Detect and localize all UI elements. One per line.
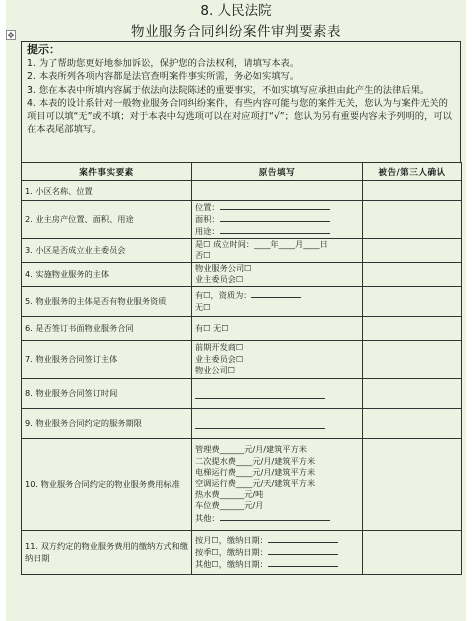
row-label: 6. 是否签订书面物业服务合同	[22, 316, 192, 340]
document-page	[6, 0, 466, 621]
tip-line-4: 4. 本表的设计系针对一般物业服务合同纠纷案件，有些内容可能与您的案件无关，您认为与案件无关的项目可以填“无”或不填；对于本表中勾选项可以在对应项打“√”；您认为另有重要内容未予列明的，可以在本表尾部填写。	[27, 97, 452, 136]
row-label: 2. 业主房产位置、面积、用途	[22, 201, 192, 239]
option-yes-with-date[interactable]: 是☐ 成立时间：____年____月____日	[195, 238, 328, 249]
fee-elevator[interactable]: 电梯运行费____元/月/建筑平方米	[195, 466, 316, 477]
row-label: 7. 物业服务合同签订主体	[22, 340, 192, 378]
row-label: 5. 物业服务的主体是否有物业服务资质	[22, 286, 192, 316]
row-label: 8. 物业服务合同签订时间	[22, 378, 192, 408]
plaintiff-cell[interactable]	[192, 408, 363, 438]
option-quarterly[interactable]: 按季☐，缴纳日期：	[195, 547, 268, 557]
fee-parking[interactable]: 车位费______元/月	[195, 500, 264, 511]
defendant-cell[interactable]	[363, 262, 462, 286]
plaintiff-cell[interactable]	[192, 201, 363, 239]
fill-line[interactable]	[268, 534, 338, 543]
table-header-row	[22, 163, 462, 181]
option-no-qualification[interactable]: 无☐	[195, 301, 211, 312]
table-row	[22, 378, 462, 408]
table-row	[22, 262, 462, 286]
table-row	[22, 316, 462, 340]
fill-line[interactable]	[268, 558, 338, 567]
fill-line[interactable]	[220, 213, 330, 222]
option-owners-committee[interactable]: 业主委员会☐	[195, 353, 244, 364]
defendant-cell[interactable]	[363, 340, 462, 378]
defendant-cell[interactable]	[363, 238, 462, 262]
fee-management[interactable]: 管理费______元/月/建筑平方米	[195, 444, 307, 455]
table-row	[22, 408, 462, 438]
field-use: 用途：	[195, 226, 220, 237]
defendant-cell[interactable]	[363, 181, 462, 201]
defendant-cell[interactable]	[363, 316, 462, 340]
defendant-cell[interactable]	[363, 201, 462, 239]
fee-air-conditioning[interactable]: 空调运行费____元/天/建筑平方米	[195, 478, 316, 488]
fee-water-pumping[interactable]: 二次提水费____元/月/建筑平方米	[195, 455, 316, 466]
defendant-cell[interactable]	[363, 408, 462, 438]
row-label: 3. 小区是否成立业主委员会	[22, 238, 192, 262]
header-defendant: 被告/第三人确认	[363, 163, 462, 181]
option-contract-yes-no[interactable]: 有☐ 无☐	[195, 322, 229, 333]
fee-hot-water[interactable]: 热水费______元/吨	[195, 489, 264, 500]
defendant-cell[interactable]	[363, 438, 462, 530]
field-area: 面积：	[195, 214, 220, 225]
row-label: 9. 物业服务合同约定的服务期限	[22, 408, 192, 438]
row-label: 1. 小区名称、位置	[22, 181, 192, 201]
table-row	[22, 438, 462, 530]
tip-line-1: 1. 为了帮助您更好地参加诉讼，保护您的合法权利，请填写本表。	[27, 58, 300, 69]
option-owners-committee[interactable]: 业主委员会☐	[195, 274, 244, 285]
option-property-company[interactable]: 物业公司☐	[195, 364, 236, 375]
fill-line[interactable]	[220, 512, 330, 521]
elements-table	[21, 162, 462, 575]
defendant-cell[interactable]	[363, 286, 462, 316]
fill-line[interactable]	[195, 420, 325, 429]
form-title: 物业服务合同纠纷案件审判要素表	[131, 24, 341, 40]
option-has-qualification[interactable]: 有☐，资质为：	[195, 290, 252, 301]
field-position: 位置：	[195, 202, 220, 212]
table-row	[22, 340, 462, 378]
option-monthly[interactable]: 按月☐，缴纳日期：	[195, 534, 268, 545]
table-row	[22, 238, 462, 262]
row-label: 10. 物业服务合同约定的物业服务费用标准	[22, 438, 192, 530]
option-no[interactable]: 否☐	[195, 250, 211, 261]
table-row	[22, 201, 462, 239]
court-heading: 8. 人民法院	[200, 3, 272, 19]
defendant-cell[interactable]	[363, 530, 462, 574]
tips-box	[21, 41, 461, 163]
header-plaintiff: 原告填写	[192, 163, 363, 181]
plaintiff-cell[interactable]	[192, 530, 363, 574]
fill-line[interactable]	[220, 201, 330, 210]
header-facts: 案件事实要素	[22, 163, 192, 181]
defendant-cell[interactable]	[363, 378, 462, 408]
tips-heading: 提示：	[27, 43, 60, 56]
table-row	[22, 530, 462, 574]
plaintiff-cell[interactable]	[192, 262, 363, 286]
plaintiff-cell[interactable]	[192, 238, 363, 262]
table-row	[22, 286, 462, 316]
plaintiff-cell[interactable]	[192, 378, 363, 408]
plaintiff-cell[interactable]	[192, 286, 363, 316]
table-move-handle-icon[interactable]: ✥	[7, 31, 15, 40]
fill-line[interactable]	[195, 390, 325, 399]
plaintiff-cell[interactable]	[192, 340, 363, 378]
row-label: 11. 双方约定的物业服务费用的缴纳方式和缴纳日期	[22, 530, 192, 574]
table-row	[22, 181, 462, 201]
fill-line[interactable]	[268, 546, 338, 555]
fill-line[interactable]	[251, 289, 301, 298]
row-label: 4. 实施物业服务的主体	[22, 262, 192, 286]
option-other[interactable]: 其他☐，缴纳日期：	[195, 559, 268, 570]
tip-line-2: 2. 本表所列各项内容都是法官查明案件事实所需，务必如实填写。	[27, 71, 300, 83]
option-developer[interactable]: 前期开发商☐	[195, 342, 244, 353]
plaintiff-cell[interactable]	[192, 438, 363, 530]
fill-line[interactable]	[220, 225, 330, 234]
tip-line-3: 3. 您在本表中所填内容属于依法向法院陈述的重要事实，不如实填写应承担由此产生的法律后果。	[27, 84, 430, 96]
fee-other: 其他：	[195, 512, 220, 523]
plaintiff-cell[interactable]	[192, 181, 363, 201]
plaintiff-cell[interactable]	[192, 316, 363, 340]
option-property-company[interactable]: 物业服务公司☐	[195, 262, 252, 273]
